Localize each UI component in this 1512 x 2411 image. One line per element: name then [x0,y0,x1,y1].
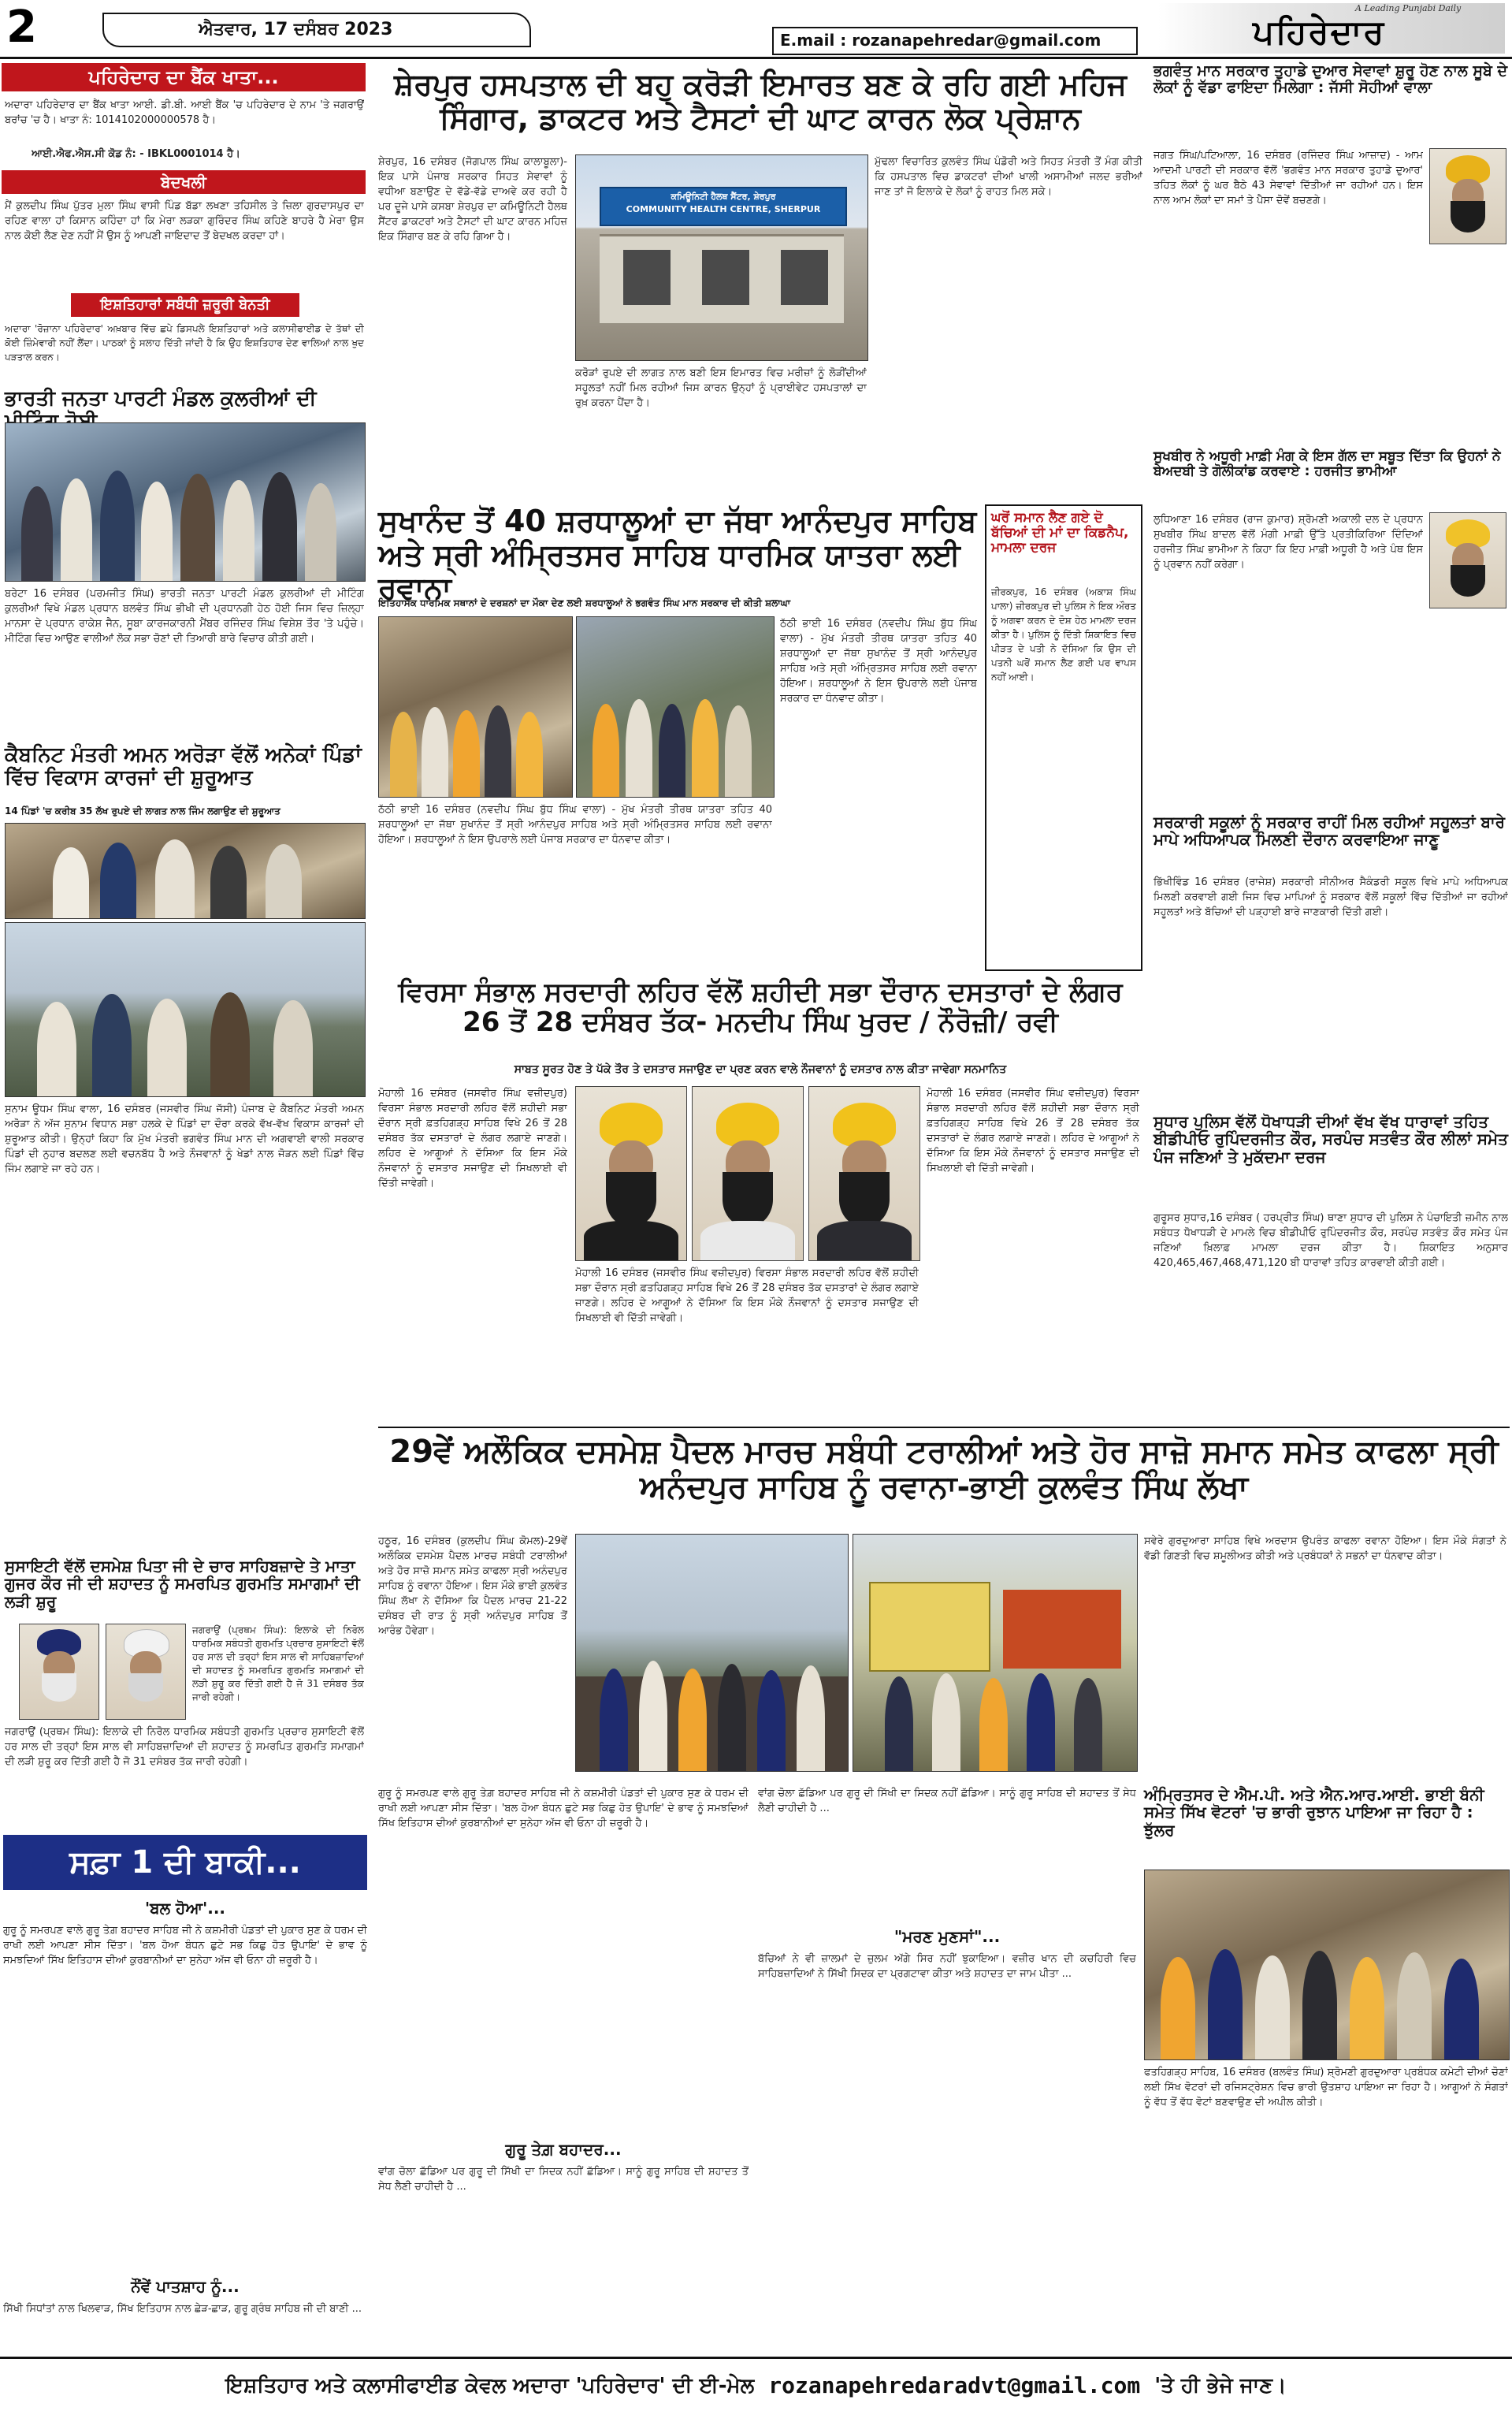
footer-rule [0,2357,1512,2359]
pilgrim-text-cont: ਠੱਠੀ ਭਾਈ 16 ਦਸੰਬਰ (ਨਵਦੀਪ ਸਿੰਘ ਬੁੱਧ ਸਿੰਘ ਵਾਲਾ) - ਮੁੱਖ ਮੰਤਰੀ ਤੀਰਥ ਯਾਤਰਾ ਤਹਿਤ 40 ਸ਼ਰਧਾਲੂਆਂ ਦਾ ਜੱਥਾ ਸੁਖਾਨੰਦ ਤੋਂ ਸ੍ਰੀ ਆਨੰਦਪੁਰ ਸਾਹਿਬ ਅਤੇ ਸ੍ਰੀ ਅੰਮ੍ਰਿਤਸਰ ਸਾਹਿਬ ਲਈ ਰਵਾਨਾ ਹੋਇਆ। ਸ਼ਰਧਾਲੂਆਂ ਨੇ ਇਸ ਉਪਰਾਲੇ ਲਈ ਪੰਜਾਬ ਸਰਕਾਰ ਦਾ ਧੰਨਵਾਦ ਕੀਤਾ। [780,618,977,705]
health-text: ਜਗਤ ਸਿੰਘ/ਪਟਿਆਲਾ, 16 ਦਸੰਬਰ (ਰਜਿੰਦਰ ਸਿੰਘ ਆਜ਼ਾਦ) - ਆਮ ਆਦਮੀ ਪਾਰਟੀ ਦੀ ਸਰਕਾਰ ਵੱਲੋਂ 'ਭਗਵੰਤ ਮਾਨ ਸਰਕਾਰ ਤੁਹਾਡੇ ਦੁਆਰ' ਤਹਿਤ ਲੋਕਾਂ ਨੂੰ ਘਰ ਬੈਠੇ 43 ਸੇਵਾਵਾਂ ਦਿੱਤੀਆਂ ਜਾ ਰਹੀਆਂ ਹਨ। ਇਸ ਨਾਲ ਆਮ ਲੋਕਾਂ ਦਾ ਸਮਾਂ ਤੇ ਪੈਸਾ ਦੋਵੇਂ ਬਚਣਗੇ। [1154,150,1423,206]
minister-text: ਸੁਨਾਮ ਊਧਮ ਸਿੰਘ ਵਾਲਾ, 16 ਦਸੰਬਰ (ਜਸਵੀਰ ਸਿੰਘ ਜੱਸੀ) ਪੰਜਾਬ ਦੇ ਕੈਬਨਿਟ ਮੰਤਰੀ ਅਮਨ ਅਰੋੜਾ ਨੇ ਅੱਜ ਸੁਨਾਮ ਵਿਧਾਨ ਸਭਾ ਹਲਕੇ ਦੇ ਪਿੰਡਾਂ ਦਾ ਦੌਰਾ ਕਰਕੇ ਵੱਖ-ਵੱਖ ਵਿਕਾਸ ਕਾਰਜਾਂ ਦੀ ਸ਼ੁਰੂਆਤ ਕੀਤੀ। ਉਨ੍ਹਾਂ ਕਿਹਾ ਕਿ ਮੁੱਖ ਮੰਤਰੀ ਭਗਵੰਤ ਸਿੰਘ ਮਾਨ ਦੀ ਅਗਵਾਈ ਵਾਲੀ ਸਰਕਾਰ ਪਿੰਡਾਂ ਦੀ ਨੁਹਾਰ ਬਦਲਣ ਲਈ ਵਚਨਬੱਧ ਹੈ ਅਤੇ ਨੌਜਵਾਨਾਂ ਨੂੰ ਖੇਡਾਂ ਨਾਲ ਜੋੜਨ ਲਈ ਪਿੰਡਾਂ ਵਿੱਚ ਜਿੰਮ ਲਗਾਏ ਜਾ ਰਹੇ ਹਨ। [5,1103,364,1175]
minister-subhead: 14 ਪਿੰਡਾਂ 'ਚ ਕਰੀਬ 35 ਲੱਖ ਰੁਪਏ ਦੀ ਲਾਗਤ ਨਾਲ ਜਿੰਮ ਲਗਾਉਣ ਦੀ ਸ਼ੁਰੂਆਤ [5,806,280,817]
bhola-heading: ਸੁਖਬੀਰ ਨੇ ਅਧੂਰੀ ਮਾਫ਼ੀ ਮੰਗ ਕੇ ਇਸ ਗੱਲ ਦਾ ਸਬੂਤ ਦਿੱਤਾ ਕਿ ਉਹਨਾਂ ਨੇ ਬੇਅਦਬੀ ਤੇ ਗੋਲੀਕਾਂਡ ਕਰਵਾਏ : ਹਰਜੀਤ ਭਾਮੀਆ [1154,448,1501,480]
footer-email[interactable]: rozanapehredaradvt@gmail.com [768,2372,1141,2398]
ad-notice-text: ਅਦਾਰਾ 'ਰੋਜ਼ਾਨਾ ਪਹਿਰੇਦਾਰ' ਅਖ਼ਬਾਰ ਵਿੱਚ ਛਪੇ ਡਿਸਪਲੇ ਇਸ਼ਤਿਹਾਰਾਂ ਅਤੇ ਕਲਾਸੀਫਾਈਡ ਦੇ ਤੱਥਾਂ ਦੀ ਕੋਈ ਜ਼ਿੰਮੇਵਾਰੀ ਨਹੀਂ ਲੈਂਦਾ। ਪਾਠਕਾਂ ਨੂੰ ਸਲਾਹ ਦਿੱਤੀ ਜਾਂਦੀ ਹੈ ਕਿ ਉਹ ਇਸ਼ਤਿਹਾਰ ਦੇਣ ਵਾਲਿਆਂ ਨਾਲ ਖੁਦ ਪੜਤਾਲ ਕਰਨ। [5,323,364,363]
page-number: 2 [6,2,37,53]
virsa-text-mid: ਮੋਹਾਲੀ 16 ਦਸੰਬਰ (ਜਸਵੀਰ ਸਿੰਘ ਵਜ਼ੀਦਪੁਰ) ਵਿਰਸਾ ਸੰਭਾਲ ਸਰਦਾਰੀ ਲਹਿਰ ਵੱਲੋਂ ਸ਼ਹੀਦੀ ਸਭਾ ਦੌਰਾਨ ਸ੍ਰੀ ਫ਼ਤਹਿਗੜ੍ਹ ਸਾਹਿਬ ਵਿਖੇ 26 ਤੋਂ 28 ਦਸੰਬਰ ਤੱਕ ਦਸਤਾਰਾਂ ਦੇ ਲੰਗਰ ਲਗਾਏ ਜਾਣਗੇ। ਲਹਿਰ ਦੇ ਆਗੂਆਂ ਨੇ ਦੱਸਿਆ ਕਿ ਇਸ ਮੌਕੇ ਨੌਜਵਾਨਾਂ ਨੂੰ ਦਸਤਾਰ ਸਜਾਉਣ ਦੀ ਸਿਖਲਾਈ ਵੀ ਦਿੱਤੀ ਜਾਵੇਗੀ। [575,1267,919,1324]
march-top-rule [378,1427,1510,1428]
header-date-tab [102,13,531,47]
march-photo-1 [575,1534,849,1772]
saka-heading-box [3,1835,367,1890]
kidnap-text: ਜ਼ੀਰਕਪੁਰ, 16 ਦਸੰਬਰ (ਅਕਾਸ਼ ਸਿੰਘ ਪਾਲਾ) ਜ਼ੀਰਕਪੁਰ ਦੀ ਪੁਲਿਸ ਨੇ ਇਕ ਔਰਤ ਨੂੰ ਅਗਵਾ ਕਰਨ ਦੇ ਦੋਸ਼ ਹੇਠ ਮਾਮਲਾ ਦਰਜ ਕੀਤਾ ਹੈ। ਪੁਲਿਸ ਨੂੰ ਦਿੱਤੀ ਸ਼ਿਕਾਇਤ ਵਿਚ ਪੀੜਤ ਦੇ ਪਤੀ ਨੇ ਦੱਸਿਆ ਕਿ ਉਸ ਦੀ ਪਤਨੀ ਘਰੋਂ ਸਮਾਨ ਲੈਣ ਗਈ ਪਰ ਵਾਪਸ ਨਹੀਂ ਆਈ। [991,586,1136,683]
saka-text-2: ਸਿੱਖੀ ਸਿਧਾਂਤਾਂ ਨਾਲ ਖਿਲਵਾੜ, ਸਿੱਖ ਇਤਿਹਾਸ ਨਾਲ ਛੇੜ-ਛਾੜ, ਗੁਰੂ ਗ੍ਰੰਥ ਸਾਹਿਬ ਜੀ ਦੀ ਬਾਣੀ ... [3,2303,362,2315]
saka-text-1: ਗੁਰੂ ਨੂੰ ਸਮਰਪਣ ਵਾਲੇ ਗੁਰੂ ਤੇਗ਼ ਬਹਾਦਰ ਸਾਹਿਬ ਜੀ ਨੇ ਕਸ਼ਮੀਰੀ ਪੰਡਤਾਂ ਦੀ ਪੁਕਾਰ ਸੁਣ ਕੇ ਧਰਮ ਦੀ ਰਾਖੀ ਲਈ ਆਪਣਾ ਸੀਸ ਦਿੱਤਾ। 'ਬਲ ਹੋਆ ਬੰਧਨ ਛੁਟੇ ਸਭ ਕਿਛੁ ਹੋਤ ਉਪਾਇ' ਦੇ ਭਾਵ ਨੂੰ ਸਮਝਦਿਆਂ ਸਿੱਖ ਇਤਿਹਾਸ ਦੀਆਂ ਕੁਰਬਾਨੀਆਂ ਦਾ ਸੁਨੇਹਾ ਅੱਜ ਵੀ ਓਨਾ ਹੀ ਜ਼ਰੂਰੀ ਹੈ। [3,1925,367,1966]
notice-text: ਮੈਂ ਕੁਲਦੀਪ ਸਿੰਘ ਪੁੱਤਰ ਮੁਲਾ ਸਿੰਘ ਵਾਸੀ ਪਿੰਡ ਬੱਡਾ ਲਖਣਾ ਤਹਿਸੀਲ ਤੇ ਜ਼ਿਲਾ ਗੁਰਦਾਸਪੁਰ ਦਾ ਰਹਿਣ ਵਾਲਾ ਹਾਂ ਕਿਸਾਨ ਕਹਿੰਦਾ ਹਾਂ ਕਿ ਮੇਰਾ ਲੜਕਾ ਗੁਰਿੰਦਰ ਸਿੰਘ ਕਹਿਣੇ ਬਾਹਰੇ ਹੈ ਮੇਰਾ ਉਸ ਨਾਲ ਕੋਈ ਲੈਣ ਦੇਣ ਨਹੀਂ ਮੈਂ ਉਸ ਨੂੰ ਆਪਣੀ ਜਾਇਦਾਦ ਤੋਂ ਬੇਦਖਲ ਕਰਦਾ ਹਾਂ। [5,200,364,242]
hospital-sign: COMMUNITY HEALTH CENTRE, SHERPUR [626,204,821,214]
minister-heading: ਕੈਬਨਿਟ ਮੰਤਰੀ ਅਮਨ ਅਰੋੜਾ ਵੱਲੋਂ ਅਨੇਕਾਂ ਪਿੰਡਾਂ ਵਿੱਚ ਵਿਕਾਸ ਕਾਰਜਾਂ ਦੀ ਸ਼ੁਰੂਆਤ [5,743,362,791]
jagraon-portrait-1 [19,1624,99,1720]
march-text-right: ਸਵੇਰੇ ਗੁਰਦੁਆਰਾ ਸਾਹਿਬ ਵਿਖੇ ਅਰਦਾਸ ਉਪਰੰਤ ਕਾਫਲਾ ਰਵਾਨਾ ਹੋਇਆ। ਇਸ ਮੌਕੇ ਸੰਗਤਾਂ ਨੇ ਵੱਡੀ ਗਿਣਤੀ ਵਿਚ ਸ਼ਮੂਲੀਅਤ ਕੀਤੀ ਅਤੇ ਪ੍ਰਬੰਧਕਾਂ ਨੇ ਸਭਨਾਂ ਦਾ ਧੰਨਵਾਦ ਕੀਤਾ। [1144,1535,1506,1562]
lead-heading: ਸ਼ੇਰਪੁਰ ਹਸਪਤਾਲ ਦੀ ਬਹੁ ਕਰੋੜੀ ਇਮਾਰਤ ਬਣ ਕੇ ਰਹਿ ਗਈ ਮਹਿਜ ਸਿੰਗਾਰ, ਡਾਕਟਰ ਅਤੇ ਟੈਸਟਾਂ ਦੀ ਘਾਟ ਕਾਰਨ ਲੋਕ ਪ੍ਰੇਸ਼ਾਨ [394,67,1127,136]
virsa-text: ਮੋਹਾਲੀ 16 ਦਸੰਬਰ (ਜਸਵੀਰ ਸਿੰਘ ਵਜ਼ੀਦਪੁਰ) ਵਿਰਸਾ ਸੰਭਾਲ ਸਰਦਾਰੀ ਲਹਿਰ ਵੱਲੋਂ ਸ਼ਹੀਦੀ ਸਭਾ ਦੌਰਾਨ ਸ੍ਰੀ ਫ਼ਤਹਿਗੜ੍ਹ ਸਾਹਿਬ ਵਿਖੇ 26 ਤੋਂ 28 ਦਸੰਬਰ ਤੱਕ ਦਸਤਾਰਾਂ ਦੇ ਲੰਗਰ ਲਗਾਏ ਜਾਣਗੇ। ਲਹਿਰ ਦੇ ਆਗੂਆਂ ਨੇ ਦੱਸਿਆ ਕਿ ਇਸ ਮੌਕੇ ਨੌਜਵਾਨਾਂ ਨੂੰ ਦਸਤਾਰ ਸਜਾਉਣ ਦੀ ਸਿਖਲਾਈ ਵੀ ਦਿੱਤੀ ਜਾਵੇਗੀ। [378,1088,567,1189]
bhola-text: ਲੁਧਿਆਣਾ 16 ਦਸੰਬਰ (ਰਾਜ ਕੁਮਾਰ) ਸ਼੍ਰੋਮਣੀ ਅਕਾਲੀ ਦਲ ਦੇ ਪ੍ਰਧਾਨ ਸੁਖਬੀਰ ਸਿੰਘ ਬਾਦਲ ਵੱਲੋਂ ਮੰਗੀ ਮਾਫ਼ੀ ਉੱਤੇ ਪ੍ਰਤੀਕਿਰਿਆ ਦਿੰਦਿਆਂ ਹਰਜੀਤ ਸਿੰਘ ਭਾਮੀਆ ਨੇ ਕਿਹਾ ਕਿ ਇਹ ਮਾਫ਼ੀ ਅਧੂਰੀ ਹੈ ਅਤੇ ਪੰਥ ਇਸ ਨੂੰ ਪ੍ਰਵਾਨ ਨਹੀਂ ਕਰੇਗਾ। [1154,514,1423,571]
amritsar-heading: ਅੰਮ੍ਰਿਤਸਰ ਦੇ ਐਮ.ਪੀ. ਅਤੇ ਐਨ.ਆਰ.ਆਈ. ਭਾਈ ਬੰਨੀ ਸਮੇਤ ਸਿੱਖ ਵੋਟਰਾਂ 'ਚ ਭਾਰੀ ਰੁਝਾਨ ਪਾਇਆ ਜਾ ਰਿਹਾ ਹੈ : ਝੁੱਲਰ [1144,1785,1484,1840]
schools-heading: ਸਰਕਾਰੀ ਸਕੂਲਾਂ ਨੂੰ ਸਰਕਾਰ ਰਾਹੀਂ ਮਿਲ ਰਹੀਆਂ ਸਹੂਲਤਾਂ ਬਾਰੇ ਮਾਪੇ ਅਧਿਆਪਕ ਮਿਲਣੀ ਦੌਰਾਨ ਕਰਵਾਇਆ ਜਾਣੂ [1154,813,1506,850]
notice-heading: ਬੇਦਖਲੀ [2,170,366,194]
saka-subhead-4: "ਮਰਣ ਮੁਣਸਾਂ"... [893,1927,1001,1946]
minister-photo-1 [5,823,366,919]
saka-heading: ਸਫ਼ਾ 1 ਦੀ ਬਾਕੀ... [69,1844,301,1881]
masthead-tagline: A Leading Punjabi Daily [1355,3,1462,13]
kidnap-heading: ਘਰੋਂ ਸਮਾਨ ਲੈਣ ਗਏ ਦੋ ਬੱਚਿਆਂ ਦੀ ਮਾਂ ਦਾ ਕਿਡਨੈਪ, ਮਾਮਲਾ ਦਰਜ [991,510,1129,556]
saka-text-1-cont: ਗੁਰੂ ਨੂੰ ਸਮਰਪਣ ਵਾਲੇ ਗੁਰੂ ਤੇਗ਼ ਬਹਾਦਰ ਸਾਹਿਬ ਜੀ ਨੇ ਕਸ਼ਮੀਰੀ ਪੰਡਤਾਂ ਦੀ ਪੁਕਾਰ ਸੁਣ ਕੇ ਧਰਮ ਦੀ ਰਾਖੀ ਲਈ ਆਪਣਾ ਸੀਸ ਦਿੱਤਾ। 'ਬਲ ਹੋਆ ਬੰਧਨ ਛੁਟੇ ਸਭ ਕਿਛੁ ਹੋਤ ਉਪਾਇ' ਦੇ ਭਾਵ ਨੂੰ ਸਮਝਦਿਆਂ ਸਿੱਖ ਇਤਿਹਾਸ ਦੀਆਂ ਕੁਰਬਾਨੀਆਂ ਦਾ ਸੁਨੇਹਾ ਅੱਜ ਵੀ ਓਨਾ ਹੀ ਜ਼ਰੂਰੀ ਹੈ। [378,1788,749,1829]
page-header [0,0,1512,57]
pilgrim-photo-1 [378,616,573,798]
march-heading: 29ਵੇਂ ਅਲੌਕਿਕ ਦਸਮੇਸ਼ ਪੈਦਲ ਮਾਰਚ ਸਬੰਧੀ ਟਰਾਲੀਆਂ ਅਤੇ ਹੋਰ ਸਾਜ਼ੋ ਸਮਾਨ ਸਮੇਤ ਕਾਫਲਾ ਸ੍ਰੀ ਅਨੰਦਪੁਰ ਸਾਹਿਬ ਨੂੰ ਰਵਾਨਾ-ਭਾਈ ਕੁਲਵੰਤ ਸਿੰਘ ਲੱਖਾ [389,1434,1499,1505]
kidnap-box [985,504,1142,971]
hospital-photo [575,154,868,361]
virsa-text-right: ਮੋਹਾਲੀ 16 ਦਸੰਬਰ (ਜਸਵੀਰ ਸਿੰਘ ਵਜ਼ੀਦਪੁਰ) ਵਿਰਸਾ ਸੰਭਾਲ ਸਰਦਾਰੀ ਲਹਿਰ ਵੱਲੋਂ ਸ਼ਹੀਦੀ ਸਭਾ ਦੌਰਾਨ ਸ੍ਰੀ ਫ਼ਤਹਿਗੜ੍ਹ ਸਾਹਿਬ ਵਿਖੇ 26 ਤੋਂ 28 ਦਸੰਬਰ ਤੱਕ ਦਸਤਾਰਾਂ ਦੇ ਲੰਗਰ ਲਗਾਏ ਜਾਣਗੇ। ਲਹਿਰ ਦੇ ਆਗੂਆਂ ਨੇ ਦੱਸਿਆ ਕਿ ਇਸ ਮੌਕੇ ਨੌਜਵਾਨਾਂ ਨੂੰ ਦਸਤਾਰ ਸਜਾਉਣ ਦੀ ਸਿਖਲਾਈ ਵੀ ਦਿੱਤੀ ਜਾਵੇਗੀ। [927,1088,1139,1174]
bank-text: ਅਦਾਰਾ ਪਹਿਰੇਦਾਰ ਦਾ ਬੈਂਕ ਖਾਤਾ ਆਈ. ਡੀ.ਬੀ. ਆਈ ਬੈਂਕ 'ਚ ਪਹਿਰੇਦਾਰ ਦੇ ਨਾਮ 'ਤੇ ਜਗਰਾਉਂ ਬਰਾਂਚ 'ਚ ਹੈ। ਖਾਤਾ ਨੰ: 1014102000000578 ਹੈ। [5,99,364,126]
header-email[interactable]: E.mail : rozanapehredar@gmail.com [780,31,1101,50]
bank-ifsc: ਆਈ.ਐਫ.ਐਸ.ਸੀ ਕੋਡ ਨੰ: - IBKL0001014 ਹੈ। [32,148,240,160]
header-date: ਐਤਵਾਰ, 17 ਦਸੰਬਰ 2023 [199,20,393,39]
saka-subhead-1: 'ਬਲ ਹੋਆ'... [144,1899,226,1918]
saka-subhead-2: ਨੌਂਵੇਂ ਪਾਤਸ਼ਾਹ ਨੂੰ... [131,2277,240,2296]
masthead-block [1158,3,1505,54]
footer-bar [0,2363,1512,2409]
march-photo-2 [853,1534,1138,1772]
saka-text-3: ਵਾਂਗ ਚੋਲਾ ਛੱਡਿਆ ਪਰ ਗੁਰੂ ਦੀ ਸਿੱਖੀ ਦਾ ਸਿਦਕ ਨਹੀਂ ਛੱਡਿਆ। ਸਾਨੂੰ ਗੁਰੂ ਸਾਹਿਬ ਦੀ ਸ਼ਹਾਦਤ ਤੋਂ ਸੇਧ ਲੈਣੀ ਚਾਹੀਦੀ ਹੈ ... [378,2166,749,2193]
bjp-text: ਬਰੇਟਾ 16 ਦਸੰਬਰ (ਪਰਮਜੀਤ ਸਿੰਘ) ਭਾਰਤੀ ਜਨਤਾ ਪਾਰਟੀ ਮੰਡਲ ਕੁਲਰੀਆਂ ਦੀ ਮੀਟਿੰਗ ਕੁਲਰੀਆਂ ਵਿਖੇ ਮੰਡਲ ਪ੍ਰਧਾਨ ਬਲਵੰਤ ਸਿੰਘ ਭੀਖੀ ਦੀ ਪ੍ਰਧਾਨਗੀ ਹੇਠ ਹੋਈ ਜਿਸ ਵਿਚ ਜ਼ਿਲ੍ਹਾ ਮਾਨਸਾ ਦੇ ਪ੍ਰਧਾਨ ਰਾਕੇਸ਼ ਜੈਨ, ਸੂਬਾ ਕਾਰਜਕਾਰਨੀ ਮੈਂਬਰ ਰਜਿੰਦਰ ਸਿੰਘ ਵਿਸ਼ੇਸ਼ ਤੌਰ 'ਤੇ ਪਹੁੰਚੇ। ਮੀਟਿੰਗ ਵਿਚ ਆਉਣ ਵਾਲੀਆਂ ਲੋਕ ਸਭਾ ਚੋਣਾਂ ਦੀ ਤਿਆਰੀ ਬਾਰੇ ਵਿਚਾਰ ਕੀਤੀ ਗਈ। [5,588,364,645]
pilgrim-photo-2 [576,616,775,798]
virsa-portrait-1 [575,1086,687,1261]
virsa-subhead: ਸਾਬਤ ਸੂਰਤ ਹੋਣ ਤੇ ਪੱਕੇ ਤੌਰ ਤੇ ਦਸਤਾਰ ਸਜਾਉਣ ਦਾ ਪ੍ਰਣ ਕਰਨ ਵਾਲੇ ਨੌਜਵਾਨਾਂ ਨੂੰ ਦਸਤਾਰ ਨਾਲ ਕੀਤਾ ਜਾਵੇਗਾ ਸਨਮਾਨਿਤ [514,1063,1007,1076]
minister-photo-2 [5,922,366,1097]
amritsar-text: ਫਤਹਿਗੜ੍ਹ ਸਾਹਿਬ, 16 ਦਸੰਬਰ (ਬਲਵੰਤ ਸਿੰਘ) ਸ਼੍ਰੋਮਣੀ ਗੁਰਦੁਆਰਾ ਪ੍ਰਬੰਧਕ ਕਮੇਟੀ ਦੀਆਂ ਚੋਣਾਂ ਲਈ ਸਿੱਖ ਵੋਟਰਾਂ ਦੀ ਰਜਿਸਟ੍ਰੇਸ਼ਨ ਵਿਚ ਭਾਰੀ ਉਤਸ਼ਾਹ ਪਾਇਆ ਜਾ ਰਿਹਾ ਹੈ। ਆਗੂਆਂ ਨੇ ਸੰਗਤਾਂ ਨੂੰ ਵੱਧ ਤੋਂ ਵੱਧ ਵੋਟਾਂ ਬਣਵਾਉਣ ਦੀ ਅਪੀਲ ਕੀਤੀ। [1144,2067,1508,2108]
virsa-portrait-2 [692,1086,804,1261]
jagraon-portrait-2 [106,1624,186,1720]
schools-text: ਭਿੱਖੀਵਿੰਡ 16 ਦਸੰਬਰ (ਰਾਜੇਸ਼) ਸਰਕਾਰੀ ਸੀਨੀਅਰ ਸੈਕੰਡਰੀ ਸਕੂਲ ਵਿਖੇ ਮਾਪੇ ਅਧਿਆਪਕ ਮਿਲਣੀ ਕਰਵਾਈ ਗਈ ਜਿਸ ਵਿਚ ਮਾਪਿਆਂ ਨੂੰ ਸਰਕਾਰ ਵੱਲੋਂ ਸਕੂਲਾਂ ਵਿੱਚ ਦਿੱਤੀਆਂ ਜਾ ਰਹੀਆਂ ਸਹੂਲਤਾਂ ਅਤੇ ਬੱਚਿਆਂ ਦੀ ਪੜ੍ਹਾਈ ਬਾਰੇ ਜਾਣਕਾਰੀ ਦਿੱਤੀ ਗਈ। [1154,876,1508,918]
jagraon-text-cont: ਜਗਰਾਉਂ (ਪ੍ਰਥਮ ਸਿੰਘ): ਇਲਾਕੇ ਦੀ ਨਿਰੋਲ ਧਾਰਮਿਕ ਸਬੰਧਤੀ ਗੁਰਮਤਿ ਪ੍ਰਚਾਰ ਸੁਸਾਇਟੀ ਵੱਲੋਂ ਹਰ ਸਾਲ ਦੀ ਤਰ੍ਹਾਂ ਇਸ ਸਾਲ ਵੀ ਸਾਹਿਬਜ਼ਾਦਿਆਂ ਦੀ ਸ਼ਹਾਦਤ ਨੂੰ ਸਮਰਪਿਤ ਗੁਰਮਤਿ ਸਮਾਗਮਾਂ ਦੀ ਲੜੀ ਸ਼ੁਰੂ ਕਰ ਦਿੱਤੀ ਗਈ ਹੈ ਜੋ 31 ਦਸੰਬਰ ਤੱਕ ਜਾਰੀ ਰਹੇਗੀ। [5,1726,364,1768]
lead-text-1: ਸ਼ੇਰਪੁਰ, 16 ਦਸੰਬਰ (ਜੋਗਪਾਲ ਸਿੰਘ ਕਾਲਾਬੂਲਾ)- ਇਕ ਪਾਸੇ ਪੰਜਾਬ ਸਰਕਾਰ ਸਿਹਤ ਸੇਵਾਵਾਂ ਨੂੰ ਵਧੀਆ ਬਣਾਉਣ ਦੇ ਵੱਡੇ-ਵੱਡੇ ਦਾਅਵੇ ਕਰ ਰਹੀ ਹੈ ਪਰ ਦੂਜੇ ਪਾਸੇ ਕਸਬਾ ਸ਼ੇਰਪੁਰ ਦਾ ਕਮਿਊਨਿਟੀ ਹੈਲਥ ਸੈਂਟਰ ਡਾਕਟਰਾਂ ਅਤੇ ਟੈਸਟਾਂ ਦੀ ਘਾਟ ਕਾਰਨ ਮਹਿਜ਼ ਇਕ ਸਿੰਗਾਰ ਬਣ ਕੇ ਰਹਿ ਗਿਆ ਹੈ। [378,156,567,243]
jagraon-heading: ਸੁਸਾਇਟੀ ਵੱਲੋਂ ਦਸਮੇਸ਼ ਪਿਤਾ ਜੀ ਦੇ ਚਾਰ ਸਾਹਿਬਜ਼ਾਦੇ ਤੇ ਮਾਤਾ ਗੁਜਰ ਕੌਰ ਜੀ ਦੀ ਸ਼ਹਾਦਤ ਨੂੰ ਸਮਰਪਿਤ ਗੁਰਮਤਿ ਸਮਾਗਮਾਂ ਦੀ ਲੜੀ ਸ਼ੁਰੂ [5,1557,360,1611]
masthead-title: ਪਹਿਰੇਦਾਰ [1253,13,1386,51]
amritsar-photo [1144,1870,1510,2060]
bank-heading: ਪਹਿਰੇਦਾਰ ਦਾ ਬੈਂਕ ਖਾਤਾ... [2,63,366,91]
saka-subhead-3: ਗੁਰੂ ਤੇਗ਼ ਬਹਾਦਰ... [505,2140,622,2159]
right-column [1150,63,1512,1450]
saka-text-4: ਬੱਚਿਆਂ ਨੇ ਵੀ ਜ਼ਾਲਮਾਂ ਦੇ ਜ਼ੁਲਮ ਅੱਗੇ ਸਿਰ ਨਹੀਂ ਝੁਕਾਇਆ। ਵਜ਼ੀਰ ਖਾਨ ਦੀ ਕਚਹਿਰੀ ਵਿਚ ਸਾਹਿਬਜ਼ਾਦਿਆਂ ਨੇ ਸਿੱਖੀ ਸਿਦਕ ਦਾ ਪ੍ਰਗਟਾਵਾ ਕੀਤਾ ਅਤੇ ਸ਼ਹਾਦਤ ਦਾ ਜਾਮ ਪੀਤਾ ... [758,1953,1136,1980]
jagraon-text: ਜਗਰਾਉਂ (ਪ੍ਰਥਮ ਸਿੰਘ): ਇਲਾਕੇ ਦੀ ਨਿਰੋਲ ਧਾਰਮਿਕ ਸਬੰਧਤੀ ਗੁਰਮਤਿ ਪ੍ਰਚਾਰ ਸੁਸਾਇਟੀ ਵੱਲੋਂ ਹਰ ਸਾਲ ਦੀ ਤਰ੍ਹਾਂ ਇਸ ਸਾਲ ਵੀ ਸਾਹਿਬਜ਼ਾਦਿਆਂ ਦੀ ਸ਼ਹਾਦਤ ਨੂੰ ਸਮਰਪਿਤ ਗੁਰਮਤਿ ਸਮਾਗਮਾਂ ਦੀ ਲੜੀ ਸ਼ੁਰੂ ਕਰ ਦਿੱਤੀ ਗਈ ਹੈ ਜੋ 31 ਦਸੰਬਰ ਤੱਕ ਜਾਰੀ ਰਹੇਗੀ। [192,1624,364,1702]
saka-text-3-cont: ਵਾਂਗ ਚੋਲਾ ਛੱਡਿਆ ਪਰ ਗੁਰੂ ਦੀ ਸਿੱਖੀ ਦਾ ਸਿਦਕ ਨਹੀਂ ਛੱਡਿਆ। ਸਾਨੂੰ ਗੁਰੂ ਸਾਹਿਬ ਦੀ ਸ਼ਹਾਦਤ ਤੋਂ ਸੇਧ ਲੈਣੀ ਚਾਹੀਦੀ ਹੈ ... [758,1788,1136,1814]
pilgrim-heading: ਸੁਖਾਨੰਦ ਤੋਂ 40 ਸ਼ਰਧਾਲੂਆਂ ਦਾ ਜੱਥਾ ਆਨੰਦਪੁਰ ਸਾਹਿਬ ਅਤੇ ਸ੍ਰੀ ਅੰਮ੍ਰਿਤਸਰ ਸਾਹਿਬ ਧਾਰਮਿਕ ਯਾਤਰਾ ਲਈ ਰਵਾਨਾ [378,504,977,606]
police-text: ਗੁਰੂਸਰ ਸੁਧਾਰ,16 ਦਸੰਬਰ ( ਹਰਪ੍ਰੀਤ ਸਿੰਘ) ਥਾਣਾ ਸੁਧਾਰ ਦੀ ਪੁਲਿਸ ਨੇ ਪੰਚਾਇਤੀ ਜ਼ਮੀਨ ਨਾਲ ਸਬੰਧਤ ਧੋਖਾਧੜੀ ਦੇ ਮਾਮਲੇ ਵਿਚ ਬੀਡੀਪੀਓ ਰੁਪਿੰਦਰਜੀਤ ਕੌਰ, ਸਰਪੰਚ ਸਤਵੰਤ ਕੌਰ ਸਮੇਤ ਪੰਜ ਜਣਿਆਂ ਖ਼ਿਲਾਫ਼ ਮਾਮਲਾ ਦਰਜ ਕੀਤਾ ਹੈ। ਸ਼ਿਕਾਇਤ ਅਨੁਸਾਰ 420,465,467,468,471,120 ਬੀ ਧਾਰਾਵਾਂ ਤਹਿਤ ਕਾਰਵਾਈ ਕੀਤੀ ਗਈ। [1154,1212,1508,1269]
footer-text-left: ਇਸ਼ਤਿਹਾਰ ਅਤੇ ਕਲਾਸੀਫਾਈਡ ਕੇਵਲ ਅਦਾਰਾ 'ਪਹਿਰੇਦਾਰ' ਦੀ ਈ-ਮੇਲ [225,2374,755,2398]
header-rule [0,57,1512,59]
health-portrait [1429,148,1506,244]
ad-notice-heading: ਇਸ਼ਤਿਹਾਰਾਂ ਸਬੰਧੀ ਜ਼ਰੂਰੀ ਬੇਨਤੀ [71,293,299,317]
footer-text-right: 'ਤੇ ਹੀ ਭੇਜੇ ਜਾਣ। [1154,2374,1287,2398]
virsa-heading: ਵਿਰਸਾ ਸੰਭਾਲ ਸਰਦਾਰੀ ਲਹਿਰ ਵੱਲੋਂ ਸ਼ਹੀਦੀ ਸਭਾ ਦੌਰਾਨ ਦਸਤਾਰਾਂ ਦੇ ਲੰਗਰ 26 ਤੋਂ 28 ਦਸੰਬਰ ਤੱਕ- ਮਨਦੀਪ ਸਿੰਘ ਖੁਰਦ / ਨੌਰੋਜ਼ੀ/ ਰਵੀ [398,977,1123,1039]
march-text: ਹਠੂਰ, 16 ਦਸੰਬਰ (ਕੁਲਦੀਪ ਸਿੰਘ ਕੋਮਲ)-29ਵੇਂ ਅਲੌਕਿਕ ਦਸਮੇਸ਼ ਪੈਦਲ ਮਾਰਚ ਸਬੰਧੀ ਟਰਾਲੀਆਂ ਅਤੇ ਹੋਰ ਸਾਜ਼ੋ ਸਮਾਨ ਸਮੇਤ ਕਾਫਲਾ ਸ੍ਰੀ ਅਨੰਦਪੁਰ ਸਾਹਿਬ ਨੂੰ ਰਵਾਨਾ ਹੋਇਆ। ਇਸ ਮੌਕੇ ਭਾਈ ਕੁਲਵੰਤ ਸਿੰਘ ਲੱਖਾ ਨੇ ਦੱਸਿਆ ਕਿ ਪੈਦਲ ਮਾਰਚ 21-22 ਦਸੰਬਰ ਦੀ ਰਾਤ ਨੂੰ ਸ੍ਰੀ ਅਨੰਦਪੁਰ ਸਾਹਿਬ ਤੋਂ ਆਰੰਭ ਹੋਵੇਗਾ। [378,1535,567,1637]
header-email-box [772,27,1138,55]
police-heading: ਸੁਧਾਰ ਪੁਲਿਸ ਵੱਲੋਂ ਧੋਖਾਧੜੀ ਦੀਆਂ ਵੱਖ ਵੱਖ ਧਾਰਾਵਾਂ ਤਹਿਤ ਬੀਡੀਪੀਓ ਰੁਪਿੰਦਰਜੀਤ ਕੌਰ, ਸਰਪੰਚ ਸਤਵੰਤ ਕੌਰ ਲੀਲਾਂ ਸਮੇਤ ਪੰਜ ਜਣਿਆਂ ਤੇ ਮੁਕੱਦਮਾ ਦਰਜ [1154,1112,1508,1166]
bjp-heading: ਭਾਰਤੀ ਜਨਤਾ ਪਾਰਟੀ ਮੰਡਲ ਕੁਲਰੀਆਂ ਦੀ [5,387,317,411]
bjp-meeting-photo [5,422,366,582]
health-heading: ਭਗਵੰਤ ਮਾਨ ਸਰਕਾਰ ਤੁਹਾਡੇ ਦੁਆਰ ਸੇਵਾਵਾਂ ਸ਼ੁਰੂ ਹੋਣ ਨਾਲ ਸੂਬੇ ਦੇ ਲੋਕਾਂ ਨੂੰ ਵੱਡਾ ਫਾਇਦਾ ਮਿਲੇਗਾ : ਜੱਸੀ ਸੋਹੀਆਂ ਵਾਲਾ [1154,62,1508,97]
pilgrim-subhead: ਇਤਿਹਾਸਕ ਧਾਰਮਿਕ ਸਥਾਨਾਂ ਦੇ ਦਰਸ਼ਨਾਂ ਦਾ ਮੌਕਾ ਦੇਣ ਲਈ ਸ਼ਰਧਾਲੂਆਂ ਨੇ ਭਗਵੰਤ ਸਿੰਘ ਮਾਨ ਸਰਕਾਰ ਦੀ ਕੀਤੀ ਸ਼ਲਾਘਾ [378,597,791,608]
bhola-portrait [1429,512,1506,608]
lead-text-2: ਕਰੋੜਾਂ ਰੁਪਏ ਦੀ ਲਾਗਤ ਨਾਲ ਬਣੀ ਇਸ ਇਮਾਰਤ ਵਿਚ ਮਰੀਜ਼ਾਂ ਨੂੰ ਲੋੜੀਂਦੀਆਂ ਸਹੂਲਤਾਂ ਨਹੀਂ ਮਿਲ ਰਹੀਆਂ ਜਿਸ ਕਾਰਨ ਉਨ੍ਹਾਂ ਨੂੰ ਪ੍ਰਾਈਵੇਟ ਹਸਪਤਾਲਾਂ ਦਾ ਰੁਖ਼ ਕਰਨਾ ਪੈਂਦਾ ਹੈ। [575,367,867,409]
lead-text-3: ਮੁੱਢਲਾ ਵਿਚਾਰਿਤ ਕੁਲਵੰਤ ਸਿੰਘ ਪੰਡੋਰੀ ਅਤੇ ਸਿਹਤ ਮੰਤਰੀ ਤੋਂ ਮੰਗ ਕੀਤੀ ਕਿ ਹਸਪਤਾਲ ਵਿਚ ਡਾਕਟਰਾਂ ਦੀਆਂ ਖਾਲੀ ਅਸਾਮੀਆਂ ਜਲਦ ਭਰੀਆਂ ਜਾਣ ਤਾਂ ਜੋ ਇਲਾਕੇ ਦੇ ਲੋਕਾਂ ਨੂੰ ਰਾਹਤ ਮਿਲ ਸਕੇ। [875,156,1142,198]
hospital-sign-punjabi: ਕਮਿਊਨਿਟੀ ਹੈਲਥ ਸੈਂਟਰ, ਸ਼ੇਰਪੁਰ [671,192,776,202]
pilgrim-text: ਠੱਠੀ ਭਾਈ 16 ਦਸੰਬਰ (ਨਵਦੀਪ ਸਿੰਘ ਬੁੱਧ ਸਿੰਘ ਵਾਲਾ) - ਮੁੱਖ ਮੰਤਰੀ ਤੀਰਥ ਯਾਤਰਾ ਤਹਿਤ 40 ਸ਼ਰਧਾਲੂਆਂ ਦਾ ਜੱਥਾ ਸੁਖਾਨੰਦ ਤੋਂ ਸ੍ਰੀ ਆਨੰਦਪੁਰ ਸਾਹਿਬ ਅਤੇ ਸ੍ਰੀ ਅੰਮ੍ਰਿਤਸਰ ਸਾਹਿਬ ਲਈ ਰਵਾਨਾ ਹੋਇਆ। ਸ਼ਰਧਾਲੂਆਂ ਨੇ ਇਸ ਉਪਰਾਲੇ ਲਈ ਪੰਜਾਬ ਸਰਕਾਰ ਦਾ ਧੰਨਵਾਦ ਕੀਤਾ। [378,804,772,846]
virsa-portrait-3 [808,1086,920,1261]
